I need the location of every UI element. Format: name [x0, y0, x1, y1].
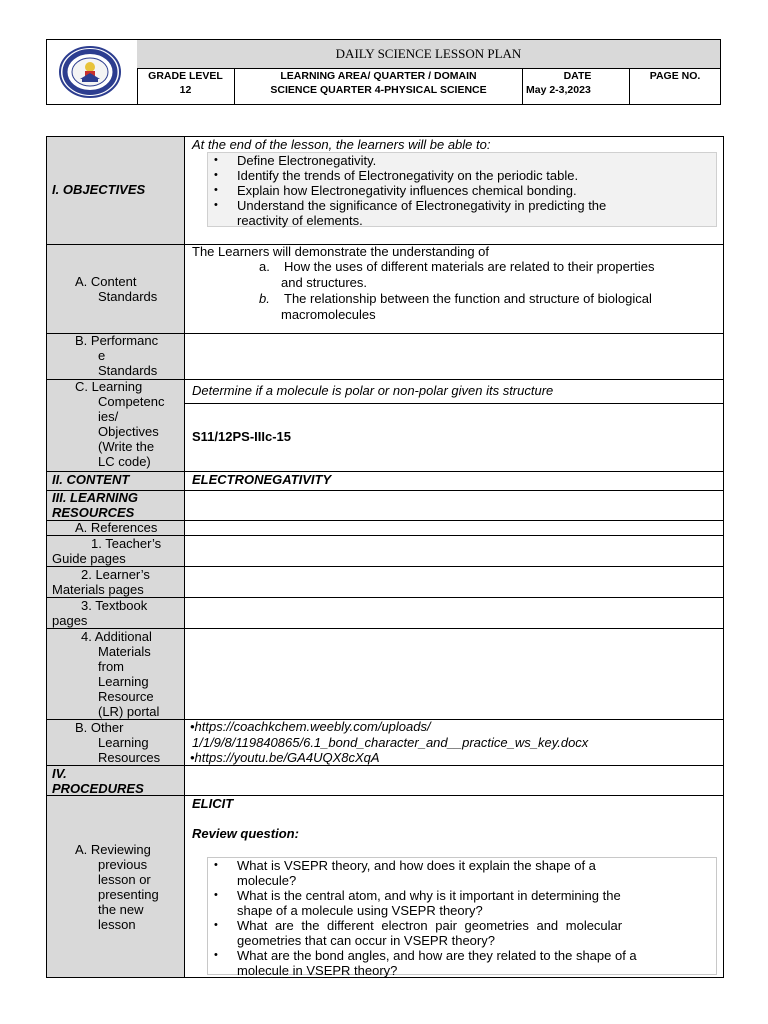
page-no-cell — [630, 68, 720, 104]
elicit-heading: ELICIT — [192, 796, 234, 811]
content-standard-a-continued: and structures. — [281, 275, 367, 290]
content-standard-a: How the uses of different materials are related to their properties — [284, 259, 655, 274]
date-cell — [523, 68, 630, 104]
content-standards-label-1: A. Content — [75, 274, 137, 289]
row-divider — [47, 795, 723, 796]
row-divider — [47, 490, 723, 491]
procedures-label-2: PROCEDURES — [52, 781, 144, 796]
performance-standards-label-3: Standards — [98, 363, 158, 378]
review-question: • What are the different electron pair geometries and molecular — [237, 918, 715, 933]
learners-materials-label-1: 2. Learner’s — [81, 567, 150, 582]
row-divider — [185, 403, 723, 404]
objective-item: • Identify the trends of Electronegativity on the periodic table. — [237, 168, 578, 183]
learning-competencies-label-6: LC code) — [98, 454, 151, 469]
reviewing-label-3: lesson or — [98, 872, 151, 887]
objective-item: • Understand the significance of Electronegativity in predicting the — [237, 198, 606, 213]
objective-item-continued: reactivity of elements. — [237, 213, 363, 228]
content-label: II. CONTENT — [52, 472, 130, 487]
content-standard-b: The relationship between the function and structure of biological — [284, 291, 652, 306]
additional-materials-label-5: Resource — [98, 689, 154, 704]
objectives-label: I. OBJECTIVES — [52, 182, 146, 197]
other-resources-label-2: Learning — [98, 735, 149, 750]
grade-level-cell — [137, 68, 235, 104]
learning-competencies-label-3: ies/ — [98, 409, 119, 424]
additional-materials-label-3: from — [98, 659, 124, 674]
learning-competencies-label-1: C. Learning — [75, 379, 143, 394]
document-title: DAILY SCIENCE LESSON PLAN — [137, 40, 720, 69]
additional-materials-label-4: Learning — [98, 674, 149, 689]
learning-competencies-label-2: Competenc — [98, 394, 165, 409]
performance-standards-label-1: B. Performanc — [75, 333, 159, 348]
resources-label-2: RESOURCES — [52, 505, 135, 520]
row-divider — [47, 597, 723, 598]
reviewing-label-1: A. Reviewing — [75, 842, 151, 857]
textbook-label-2: pages — [52, 613, 88, 628]
learning-area-value: SCIENCE QUARTER 4-PHYSICAL SCIENCE — [270, 84, 487, 96]
review-question: • What is the central atom, and why is it important in determining the — [237, 888, 715, 903]
row-divider — [47, 471, 723, 472]
objective-item: • Explain how Electronegativity influences chemical bonding. — [237, 183, 577, 198]
row-divider — [47, 379, 723, 380]
content-standard-b-continued: macromolecules — [281, 307, 376, 322]
resource-link[interactable]: •https://youtu.be/GA4UQX8cXqA — [190, 750, 380, 765]
objective-item: • Define Electronegativity. — [237, 153, 376, 168]
learning-area-label: LEARNING AREA/ QUARTER / DOMAIN — [280, 70, 477, 82]
learning-competency: Determine if a molecule is polar or non-polar given its structure — [192, 383, 554, 398]
review-questions-list — [207, 857, 717, 978]
learning-competencies-label-5: (Write the — [98, 439, 155, 454]
review-question: • What is VSEPR theory, and how does it explain the shape of a — [237, 858, 715, 873]
lesson-plan-header — [46, 39, 721, 105]
reviewing-label-2: previous — [98, 857, 148, 872]
learning-area-cell — [235, 68, 523, 104]
date-label: DATE — [563, 70, 592, 82]
references-label: A. References — [75, 520, 158, 535]
resource-link-continued[interactable]: 1/1/9/8/119840865/6.1_bond_character_and__practice_ws_key.docx — [192, 735, 589, 750]
review-question-continued: molecule? — [237, 873, 297, 888]
reviewing-label-6: lesson — [98, 917, 136, 932]
lc-code: S11/12PS-IIIc-15 — [192, 429, 292, 444]
content-value: ELECTRONEGATIVITY — [192, 472, 332, 487]
procedures-label-1: IV. — [52, 766, 67, 781]
grade-level-value: 12 — [179, 84, 192, 96]
date-value: May 2-3,2023 — [526, 84, 591, 96]
teachers-guide-label-2: Guide pages — [52, 551, 126, 566]
learning-competencies-label-4: Objectives — [98, 424, 159, 439]
grade-level-label: GRADE LEVEL — [148, 70, 223, 82]
review-question-heading: Review question: — [192, 826, 299, 841]
review-question-continued: molecule in VSEPR theory? — [237, 963, 398, 978]
textbook-label-1: 3. Textbook — [81, 598, 148, 613]
other-resources-label-3: Resources — [98, 750, 161, 765]
content-standard-a-marker: a. — [259, 259, 270, 274]
other-resources-label-1: B. Other — [75, 720, 124, 735]
lesson-plan-table — [46, 136, 724, 978]
performance-standards-label-2: e — [98, 348, 106, 363]
page-no-label: PAGE NO. — [649, 70, 701, 82]
logo-cell — [47, 40, 138, 104]
review-question-continued: shape of a molecule using VSEPR theory? — [237, 903, 483, 918]
additional-materials-label-2: Materials — [98, 644, 151, 659]
review-question-continued: geometries that can occur in VSEPR theory? — [237, 933, 495, 948]
content-standards-intro: The Learners will demonstrate the understanding of — [192, 244, 490, 259]
reviewing-label-4: presenting — [98, 887, 159, 902]
learners-materials-label-2: Materials pages — [52, 582, 144, 597]
row-divider — [47, 765, 723, 766]
review-question: • What are the bond angles, and how are they related to the shape of a — [237, 948, 715, 963]
additional-materials-label-6: (LR) portal — [98, 704, 160, 719]
additional-materials-label-1: 4. Additional — [81, 629, 152, 644]
objectives-intro: At the end of the lesson, the learners will be able to: — [192, 137, 504, 152]
resource-link[interactable]: •https://coachkchem.weebly.com/uploads/ — [190, 719, 431, 734]
resources-label-1: III. LEARNING — [52, 490, 138, 505]
deped-seal-icon — [58, 45, 122, 99]
content-standard-b-marker: b. — [259, 291, 270, 306]
objectives-list — [207, 152, 717, 227]
teachers-guide-label-1: 1. Teacher’s — [91, 536, 162, 551]
reviewing-label-5: the new — [98, 902, 144, 917]
content-standards-label-2: Standards — [98, 289, 158, 304]
